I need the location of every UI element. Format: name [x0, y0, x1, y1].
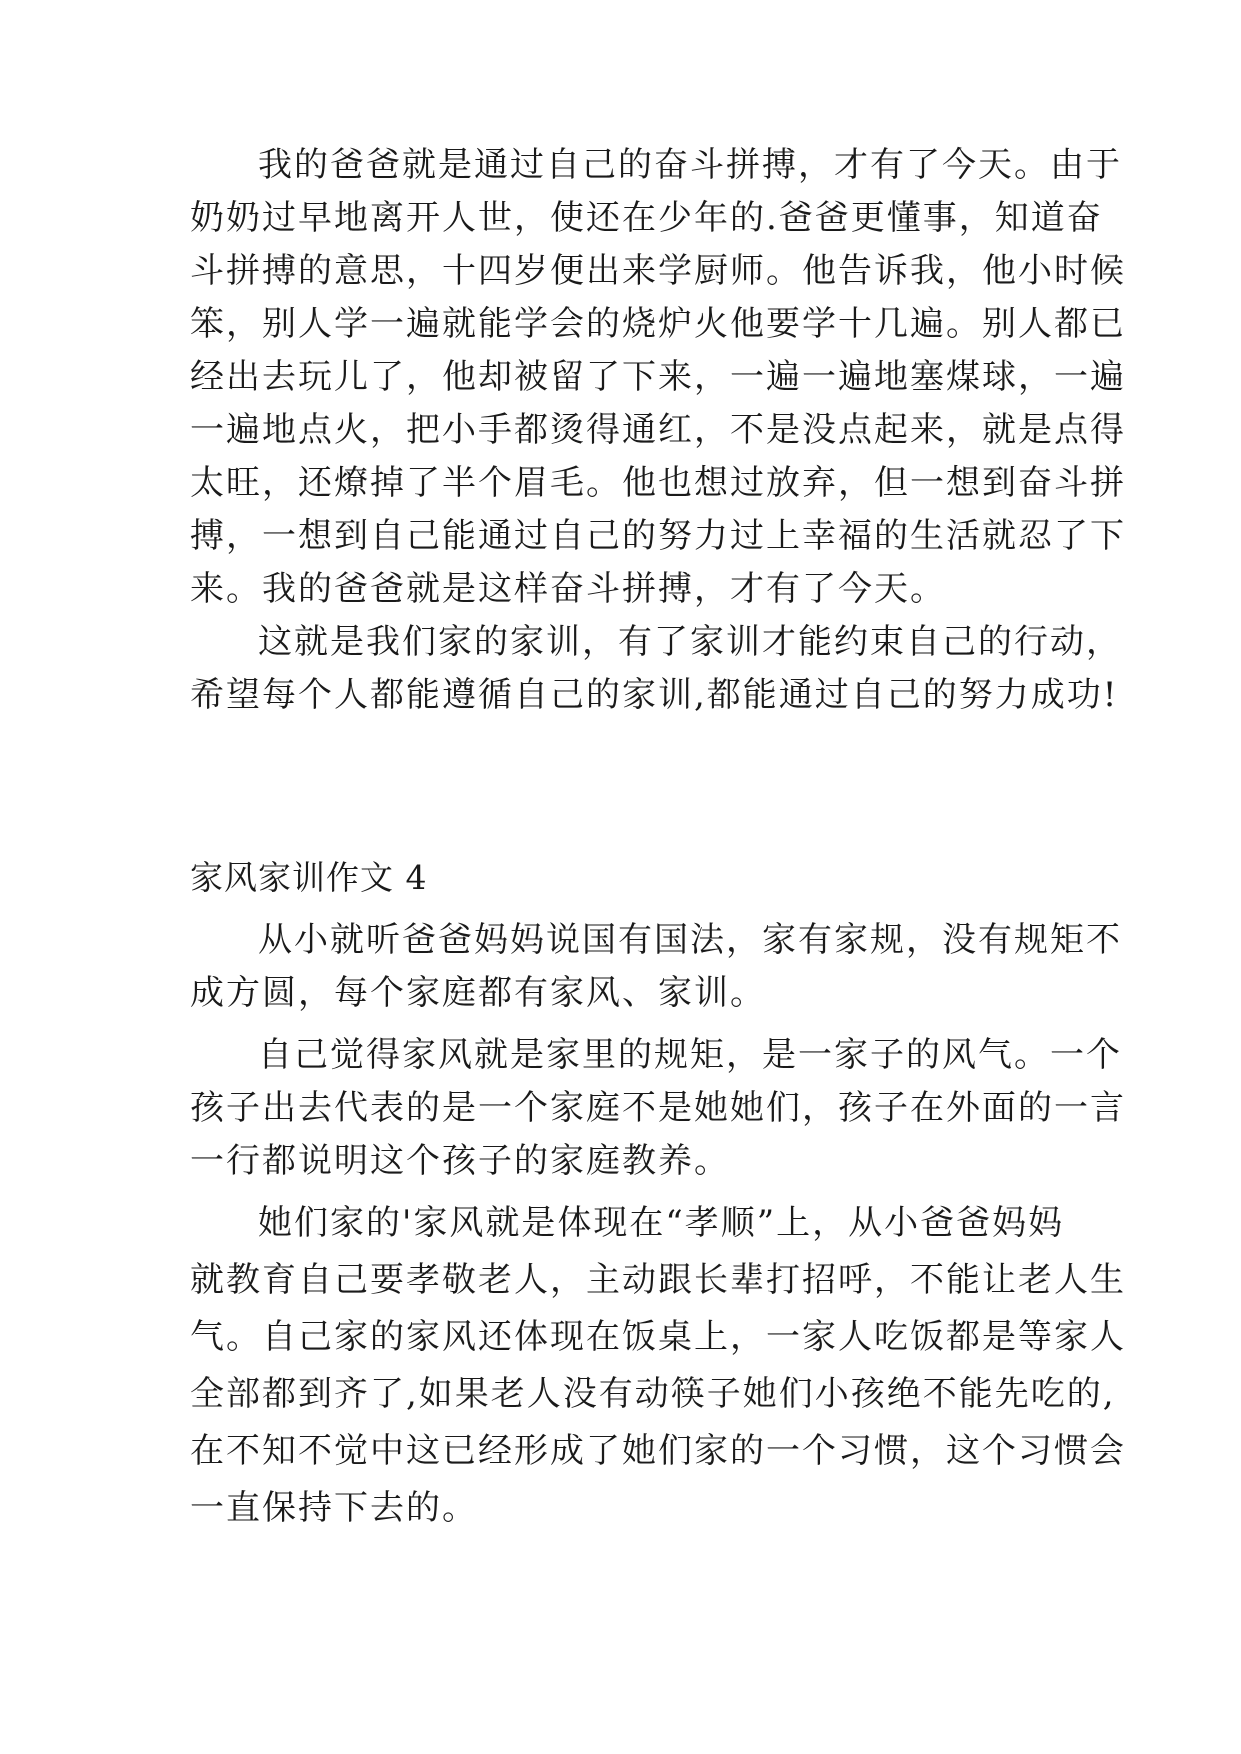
paragraph-line: 一遍地点火，把小手都烫得通红，不是没点起来，就是点得	[190, 410, 1126, 450]
paragraph-line: 自己觉得家风就是家里的规矩，是一家子的风气。一个	[258, 1035, 1122, 1075]
paragraph-line: 希望每个人都能遵循自己的家训,都能通过自己的努力成功!	[190, 675, 1119, 715]
paragraph-line: 就教育自己要孝敬老人，主动跟长辈打招呼，不能让老人生	[190, 1260, 1126, 1300]
paragraph-line: 经出去玩儿了，他却被留了下来，一遍一遍地塞煤球，一遍	[190, 357, 1126, 397]
paragraph-line: 一行都说明这个孩子的家庭教养。	[190, 1141, 730, 1181]
heading-text: 家风家训作文 4	[190, 858, 428, 897]
paragraph-line: 从小就听爸爸妈妈说国有国法，家有家规，没有规矩不	[258, 920, 1122, 960]
paragraph-line: 这就是我们家的家训，有了家训才能约束自己的行动，	[258, 622, 1122, 662]
paragraph-line: 笨，别人学一遍就能学会的烧炉火他要学十几遍。别人都已	[190, 304, 1126, 344]
paragraph-line: 一直保持下去的。	[190, 1488, 478, 1528]
paragraph-line: 我的爸爸就是通过自己的奋斗拼搏，才有了今天。由于	[258, 145, 1122, 185]
paragraph-line: 来。我的爸爸就是这样奋斗拼搏，才有了今天。	[190, 569, 946, 609]
paragraph-line: 全部都到齐了,如果老人没有动筷子她们小孩绝不能先吃的,	[190, 1374, 1116, 1414]
paragraph-line: 搏，一想到自己能通过自己的努力过上幸福的生活就忍了下	[190, 516, 1126, 556]
paragraph-line: 气。自己家的家风还体现在饭桌上，一家人吃饭都是等家人	[190, 1317, 1126, 1357]
paragraph-line: 太旺，还燎掉了半个眉毛。他也想过放弃，但一想到奋斗拼	[190, 463, 1126, 503]
paragraph-line: 成方圆，每个家庭都有家风、家训。	[190, 973, 766, 1013]
paragraph-line: 她们家的'家风就是体现在“孝顺”上，从小爸爸妈妈	[258, 1203, 1065, 1243]
paragraph-line: 孩子出去代表的是一个家庭不是她她们，孩子在外面的一言	[190, 1088, 1126, 1128]
paragraph-line: 在不知不觉中这已经形成了她们家的一个习惯，这个习惯会	[190, 1431, 1126, 1471]
paragraph-line: 斗拼搏的意思，十四岁便出来学厨师。他告诉我，他小时候	[190, 251, 1126, 291]
paragraph-line: 奶奶过早地离开人世，使还在少年的.爸爸更懂事，知道奋	[190, 198, 1103, 238]
